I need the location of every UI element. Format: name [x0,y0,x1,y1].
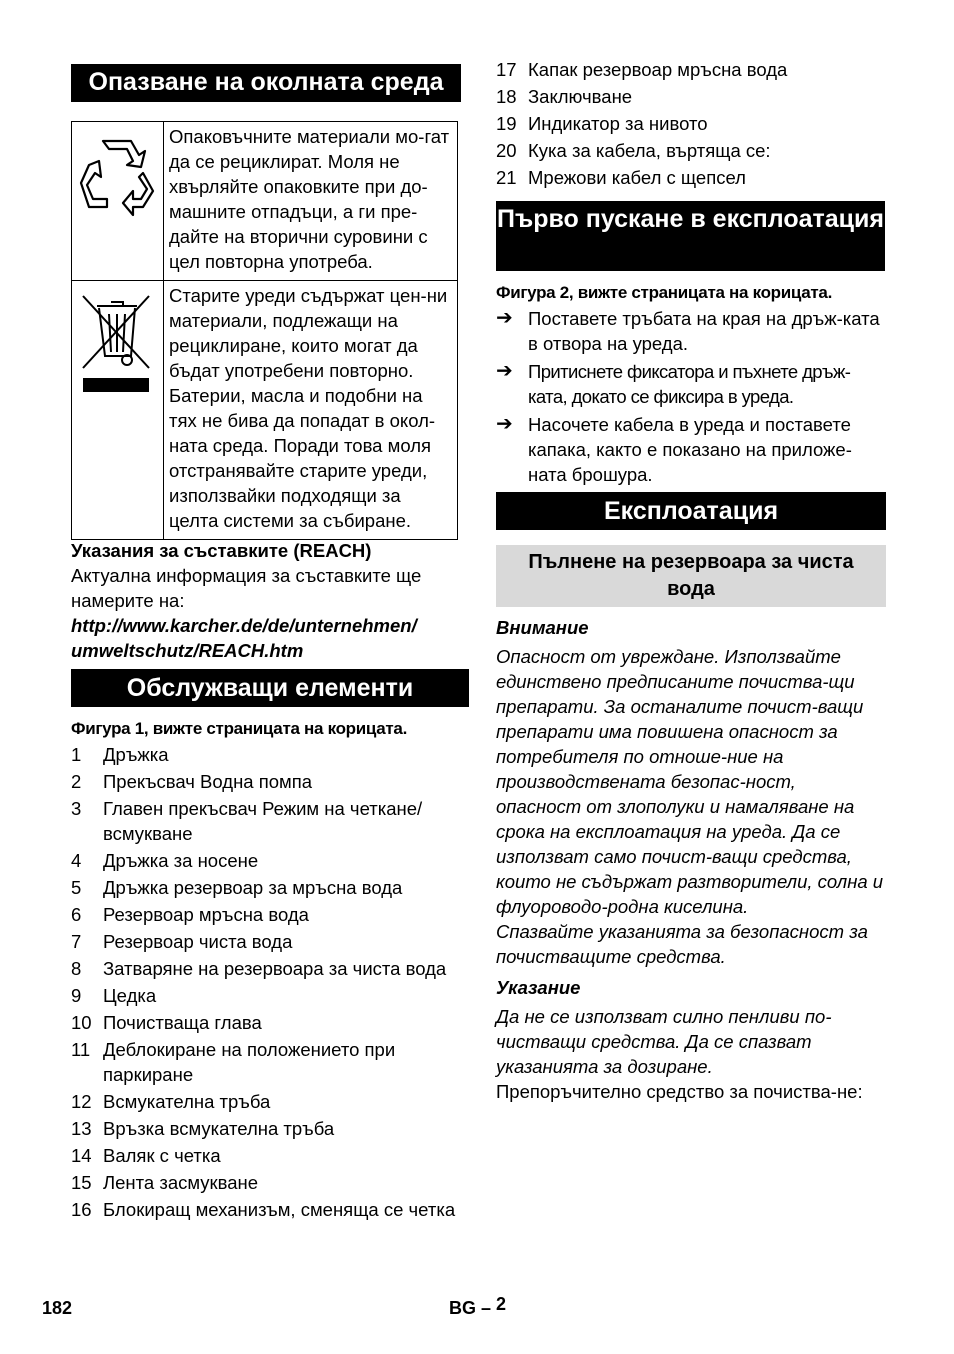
step-item [496,359,886,409]
weee-cell [72,281,164,540]
reach-text: Актуална информация за съставките ще намерите на: [71,565,422,611]
caution-text: Опасност от увреждане. Използвайте единствено предписаните почиства-щи препарати. За останалите почист-ващи препарати има повишена опасност за потребителя по отноше-ние на производствената безопас-ност, опасност от злополуки и намаляване на срока на експлоатация на уреда. Да се използват само почист-ващи средства, които не съдържат разтворители, солна и флуороводо-родна киселина. [496,646,884,917]
list-item-number: 15 [71,1172,92,1193]
list-item-label: Дръжка за носене [103,850,259,871]
list-item-number: 10 [71,1012,92,1033]
list-item [71,1197,469,1222]
list-item-number: 21 [496,167,517,188]
list-item-number: 6 [71,904,82,925]
list-item-label: Кука за кабела, въртяща се: [528,140,771,161]
list-item-label: Мрежови кабел с щепсел [528,167,746,188]
list-item-label: Всмукателна тръба [103,1091,271,1112]
list-item [71,1010,469,1035]
env-table-wrap [71,121,458,540]
list-item [71,956,469,981]
list-item-number: 2 [71,771,82,792]
list-item [71,1143,469,1168]
list-item-number: 5 [71,877,82,898]
arrow-right-icon: ➔ [496,360,513,382]
step-item [496,412,886,487]
list-item-label: Почистваща глава [103,1012,262,1033]
list-item [71,769,469,794]
controls-list [71,742,469,1222]
list-item [71,742,469,767]
list-item-label: Капак резервоар мръсна вода [528,59,788,80]
step-text: Притиснете фиксатора и пъхнете дръж-ката, докато се фиксира в уреда. [528,361,851,407]
list-item [496,84,886,109]
list-item-number: 14 [71,1145,92,1166]
recycle-cell [72,122,164,281]
list-item-label: Дръжка резервоар за мръсна вода [103,877,403,898]
list-item-number: 12 [71,1091,92,1112]
recycle-text: Опаковъчните материали мо-гат да се рециклират. Моля не хвърляйте опаковките при до-машните отпадъци, а ги пре-дайте на вторични суровини с цел повторна употреба. [164,122,458,281]
list-item-number: 7 [71,931,82,952]
list-item [496,165,886,190]
list-item [71,929,469,954]
list-item-label: Блокиращ механизъм, сменяща се четка [103,1199,456,1220]
figure2-ref: Фигура 2, вижте страницата на корицата. [496,283,833,302]
list-item-label: Дръжка [103,744,169,765]
list-item-number: 4 [71,850,82,871]
list-item-label: Резервоар мръсна вода [103,904,309,925]
list-item-number: 3 [71,798,82,819]
list-item-label: Валяк с четка [103,1145,221,1166]
footer-dash: – [481,1298,492,1318]
list-item-label: Прекъсвач Водна помпа [103,771,313,792]
list-item-label: Затваряне на резервоара за чиста вода [103,958,447,979]
list-item-number: 1 [71,744,82,765]
env-heading: Опазване на околната среда [71,64,461,102]
filling-heading: Пълнене на резервоара за чиста вода [496,545,886,607]
recycle-icon [73,123,161,273]
list-item-label: Индикатор за нивото [528,113,708,134]
list-item-number: 16 [71,1199,92,1220]
list-item-number: 8 [71,958,82,979]
list-item-label: Заключване [528,86,633,107]
list-item-label: Резервоар чиста вода [103,931,293,952]
footer-sub-page: 2 [496,1294,507,1314]
caution-text-2: Спазвайте указанията за безопасност за почистващите средства. [496,921,868,967]
list-item-number: 9 [71,985,82,1006]
list-item-number: 17 [496,59,517,80]
steps-list [496,306,886,487]
footer-lang-code: BG [449,1298,476,1318]
caution-label: Внимание [496,617,589,638]
first-start-heading: Първо пускане в експлоатация [496,201,885,271]
list-item-number: 11 [71,1039,91,1060]
page-number: 182 [42,1298,73,1318]
list-item [71,875,469,900]
list-item [71,902,469,927]
list-item [71,1170,469,1195]
operation-heading: Експлоатация [496,492,886,530]
list-item [496,111,886,136]
crossed-bin-icon [73,282,161,402]
controls-list-cont [496,57,886,190]
list-item [71,848,469,873]
step-text: Поставете тръбата на края на дръж-ката в отвора на уреда. [528,308,880,354]
reach-heading: Указания за съставките (REACH) [71,540,372,561]
figure1-ref: Фигура 1, вижте страницата на корицата. [71,719,408,738]
recommended-text: Препоръчително средство за почиства-не: [496,1081,863,1102]
list-item-label: Лента засмукване [103,1172,259,1193]
step-item [496,306,886,356]
list-item-label: Връзка всмукателна тръба [103,1118,335,1139]
list-item-label: Цедка [103,985,157,1006]
note-text: Да не се използват силно пенливи по-чистващи средства. Да се спазват указанията за дозиране. [496,1006,832,1077]
list-item-number: 19 [496,113,517,134]
controls-heading: Обслужващи елементи [71,669,469,707]
list-item [496,138,886,163]
list-item [71,1037,469,1087]
weee-text: Старите уреди съдържат цен-ни материали, подлежащи на рециклиране, които могат да бъдат употребени повторно. Батерии, масла и подобни на тях не бива да попадат в окол-ната среда. Поради това моля отстранявайте старите уреди, използвайки подходящи за целта системи за събиране. [164,281,458,540]
list-item [71,796,469,846]
arrow-right-icon: ➔ [496,413,513,435]
list-item [496,57,886,82]
reach-link[interactable]: http://www.karcher.de/de/unternehmen/ umweltschutz/REACH.htm [71,615,417,661]
list-item [71,1089,469,1114]
env-table [71,121,458,540]
list-item-number: 20 [496,140,517,161]
list-item [71,1116,469,1141]
arrow-right-icon: ➔ [496,307,513,329]
note-label: Указание [496,977,581,998]
list-item-number: 13 [71,1118,92,1139]
step-text: Насочете кабела в уреда и поставете капака, както е показано на приложе-ната брошура. [528,414,852,485]
footer-lang [449,1294,507,1319]
list-item [71,983,469,1008]
list-item-label: Главен прекъсвач Режим на четкане/ всмукване [103,798,423,844]
list-item-label: Деблокиране на положението при паркиране [103,1039,396,1085]
list-item-number: 18 [496,86,517,107]
